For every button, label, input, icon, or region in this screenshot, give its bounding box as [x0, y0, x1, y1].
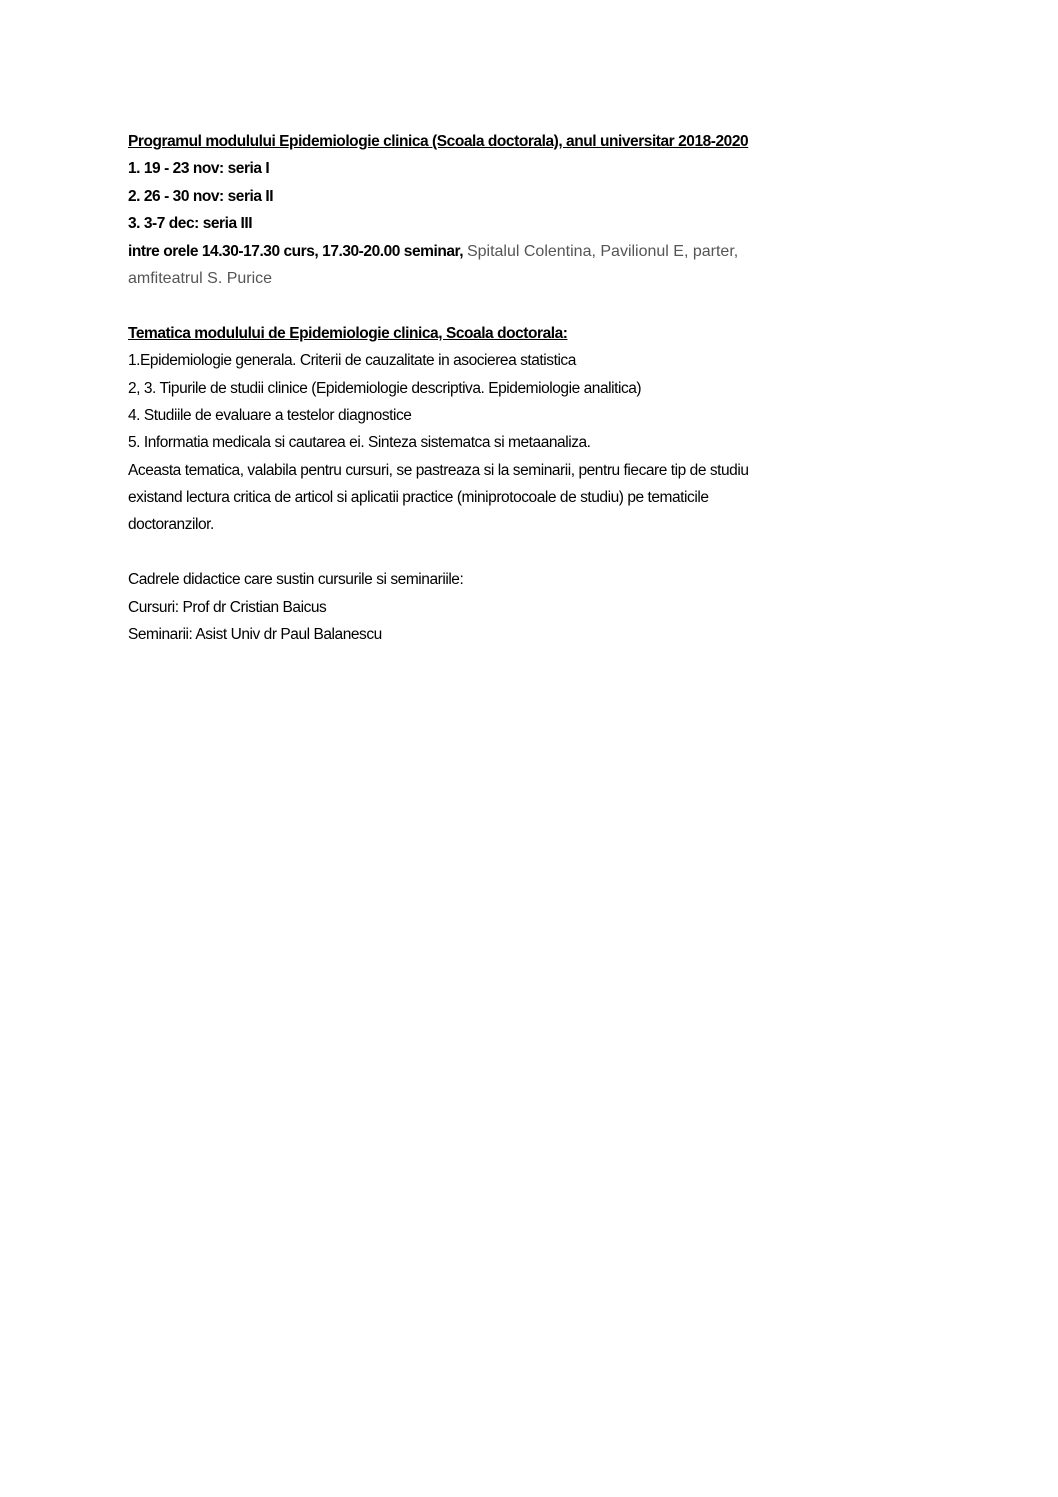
topics-note: Aceasta tematica, valabila pentru cursuri, se pastreaza si la seminarii, pentru fiecare tip de studiu	[128, 461, 749, 479]
staff-intro: Cadrele didactice care sustin cursurile si seminariile:	[128, 571, 464, 589]
topic-item: 2, 3. Tipurile de studii clinice (Epidemiologie descriptiva. Epidemiologie analitica)	[128, 379, 642, 397]
topic-item: 1.Epidemiologie generala. Criterii de cauzalitate in asocierea statistica	[128, 352, 576, 370]
topic-item: 4. Studiile de evaluare a testelor diagnostice	[128, 406, 412, 424]
series-item: 1. 19 - 23 nov: seria I	[128, 160, 270, 178]
location-text: Spitalul Colentina, Pavilionul E, parter,	[466, 242, 739, 260]
staff-courses: Cursuri: Prof dr Cristian Baicus	[128, 598, 327, 616]
series-item: 3. 3-7 dec: seria III	[128, 215, 253, 233]
topics-note: doctoranzilor.	[128, 516, 214, 534]
topic-item: 5. Informatia medicala si cautarea ei. Sinteza sistematca si metaanaliza.	[128, 434, 591, 452]
schedule-text: intre orele 14.30-17.30 curs, 17.30-20.00 seminar,	[128, 242, 464, 260]
series-item: 2. 26 - 30 nov: seria II	[128, 187, 274, 205]
document-page	[128, 128, 928, 648]
location-text-2: amfiteatrul S. Purice	[128, 269, 273, 287]
staff-seminars: Seminarii: Asist Univ dr Paul Balanescu	[128, 626, 382, 644]
program-title: Programul modulului Epidemiologie clinica (Scoala doctorala), anul universitar 2018-2020	[128, 133, 749, 150]
topics-title: Tematica modulului de Epidemiologie clinica, Scoala doctorala:	[128, 324, 568, 342]
topics-note: existand lectura critica de articol si aplicatii practice (miniprotocoale de studiu) pe tematicile	[128, 489, 709, 507]
schedule-line	[128, 238, 928, 265]
